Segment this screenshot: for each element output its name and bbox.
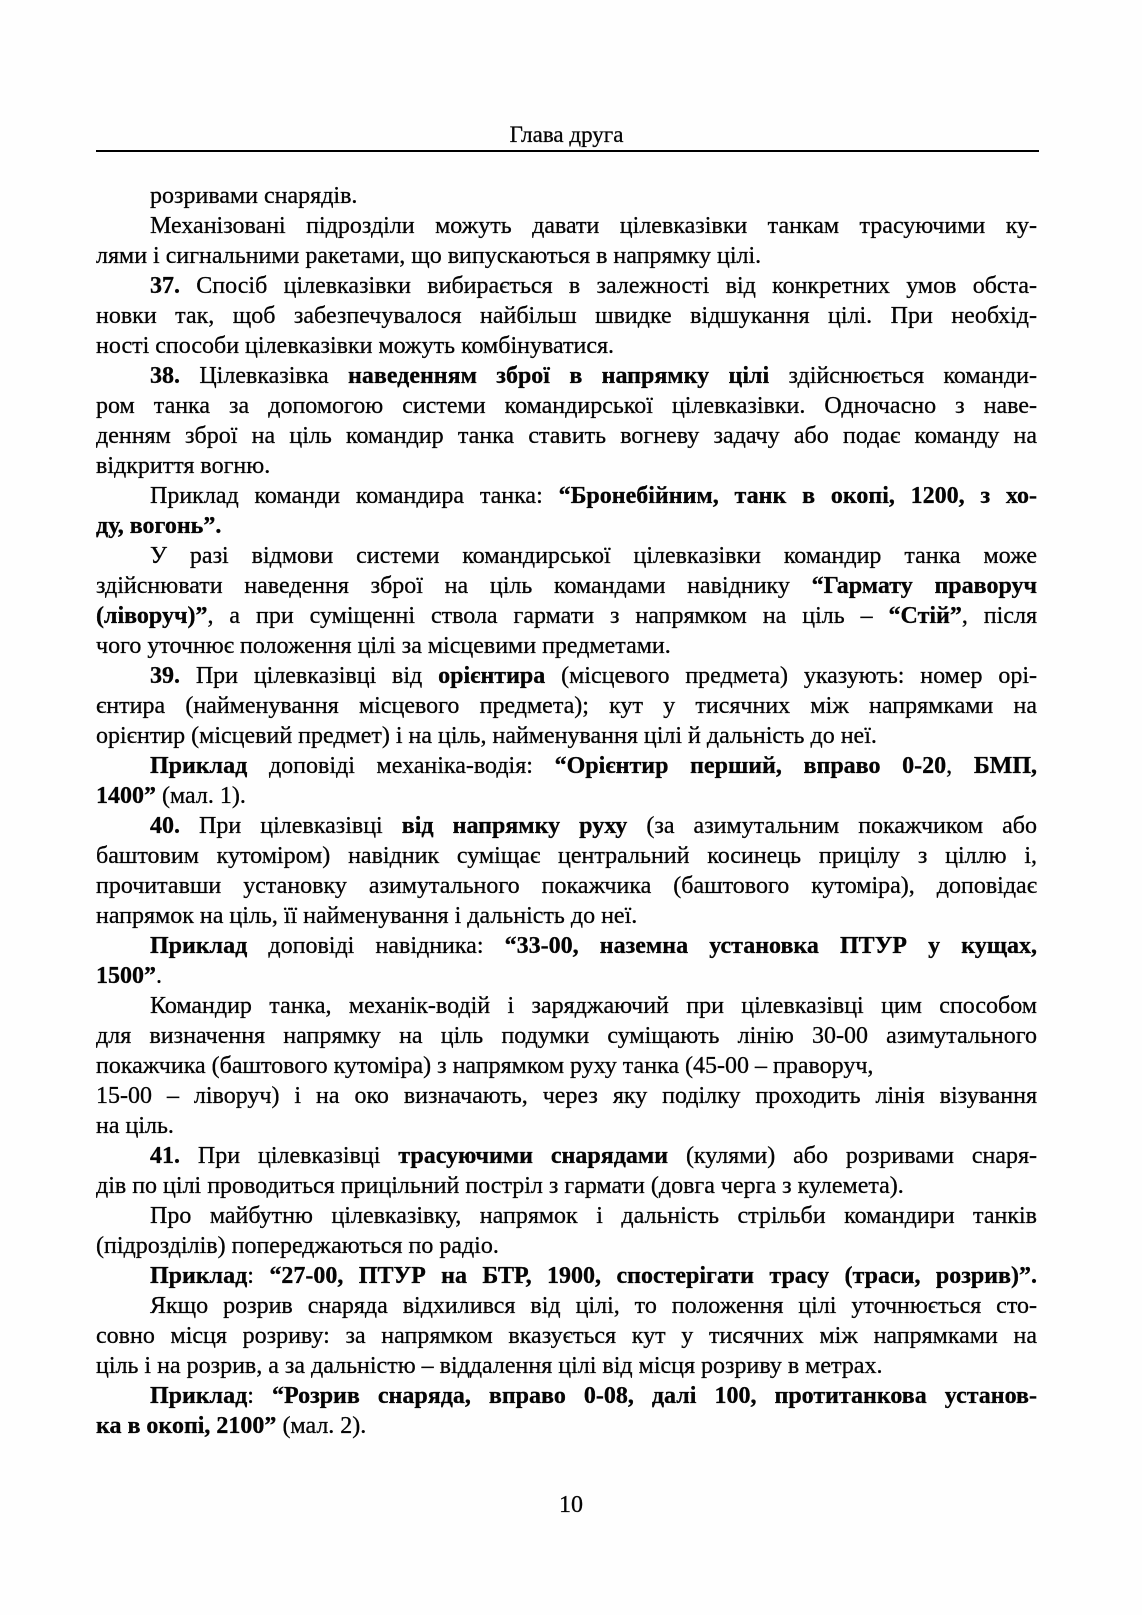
text-run: (підрозділів) попереджаються по радіо. [96,1233,499,1259]
text-run: доповіді навідника: [247,933,505,959]
text-run: ціль і на розрив, а за дальністю – віддалення цілі від місця розриву в метрах. [96,1353,883,1379]
text-run: “Розрив снаряда, вправо 0-08, далі 100, протитанкова установ- [272,1383,1037,1409]
text-run: дів по цілі проводиться прицільний постріл з гармати (довга черга з кулемета). [96,1173,904,1199]
text-run: здійснюється команди- [769,363,1037,389]
text-run: ка в окопі, 2100” [96,1413,277,1439]
text-run: (кулями) або розривами снаря- [668,1143,1037,1169]
text-run: Командир танка, механік-водій і заряджаючий при цілевказівці цим способом [150,993,1037,1019]
text-run: чого уточнює положення цілі за місцевими предметами. [96,633,671,659]
text-run: “33-00, наземна установка ПТУР у кущах, [504,933,1037,959]
text-run: , [946,753,974,779]
text-line [96,1081,1037,1111]
text-line [96,1381,1037,1411]
text-line [96,961,1037,991]
text-run: єнтира (найменування місцевого предмета); кут у тисячних між напрямками на [96,693,1037,719]
text-line [96,541,1037,571]
text-run: (місцевого предмета) указують: номер орі- [545,663,1037,689]
text-line [96,1231,1037,1261]
text-run: розривами снарядів. [150,183,358,209]
text-run: 1500” [96,963,156,989]
text-run: (за азимутальним покажчиком або [627,813,1037,839]
text-line [96,991,1037,1021]
text-run: “Гармату праворуч [811,573,1037,599]
running-header: Глава друга [509,122,624,147]
text-run: для визначення напрямку на ціль подумки суміщають лінію 30-00 азимутального [96,1023,1037,1049]
text-run: наведенням зброї в напрямку цілі [348,363,770,389]
text-line [96,721,1037,751]
text-run: Приклад [150,1263,248,1289]
text-line [96,781,1037,811]
text-run: 41. [150,1143,180,1169]
text-line [96,1111,1037,1141]
text-line [96,271,1037,301]
text-run: . [156,963,162,989]
text-run: “27-00, ПТУР на БТР, 1900, спостерігати трасу (траси, розрив)”. [269,1263,1037,1289]
text-line [96,661,1037,691]
text-line [96,451,1037,481]
text-run: У разі відмови системи командирської цілевказівки командир танка може [150,543,1037,569]
text-run: “Орієнтир перший, вправо 0-20 [554,753,947,779]
text-run: напрямок на ціль, її найменування і дальність до неї. [96,903,638,929]
header-rule [96,150,1039,152]
text-line [96,181,1037,211]
text-run: 40. [150,813,180,839]
text-line [96,301,1037,331]
text-line [96,421,1037,451]
text-line [96,901,1037,931]
text-run: денням зброї на ціль командир танка ставить вогневу задачу або подає команду на [96,423,1037,449]
text-run: Механізовані підрозділи можуть давати цілевказівки танкам трасуючими ку- [150,213,1037,239]
text-line [96,841,1037,871]
text-run: здійснювати наведення зброї на ціль командами навіднику [96,573,812,599]
text-line [96,1411,1037,1441]
text-run: “Стій” [888,603,962,629]
text-run: лями і сигнальними ракетами, що випускаються в напрямку цілі. [96,243,762,269]
text-run: (ліворуч)” [96,603,208,629]
text-run: (мал. 1). [156,783,246,809]
text-run: від напрямку руху [401,813,628,839]
text-run: : [247,1383,272,1409]
text-run: ду, вогонь”. [96,513,222,539]
text-run: При цілевказівці від [180,663,439,689]
text-line [96,1351,1037,1381]
text-run: баштовим кутоміром) навідник суміщає центральний косинець прицілу з ціллю і, [96,843,1037,869]
text-run: , після [961,603,1037,629]
text-run: Приклад команди командира танка: [150,483,559,509]
text-run: Приклад [150,933,248,959]
text-line [96,511,1037,541]
text-run: 1400” [96,783,156,809]
text-run: При цілевказівці [180,813,402,839]
text-line [96,331,1037,361]
text-line [96,391,1037,421]
text-run: совно місця розриву: за напрямком вказується кут у тисячних між напрямками на [96,1323,1037,1349]
text-run: ності способи цілевказівки можуть комбінуватися. [96,333,615,359]
text-line [96,1171,1037,1201]
text-line [96,211,1037,241]
text-run: прочитавши установку азимутального покажчика (баштового кутоміра), доповідає [96,873,1037,899]
text-line [96,1201,1037,1231]
text-run: “Бронебійним, танк в окопі, 1200, з хо- [558,483,1037,509]
text-run: орієнтир (місцевий предмет) і на ціль, найменування цілі й дальність до неї. [96,723,877,749]
page-number: 10 [559,1492,583,1518]
text-run: Якщо розрив снаряда відхилився від цілі, то положення цілі уточнюється сто- [150,1293,1037,1319]
text-run: Цілевказівка [180,363,349,389]
text-line [96,1261,1037,1291]
text-run: трасуючими снарядами [398,1143,669,1169]
text-run: 37. [150,273,180,299]
text-line [96,1141,1037,1171]
text-line [96,601,1037,631]
text-run: 15-00 – ліворуч) і на око визначають, через яку поділку проходить лінія візування [96,1083,1037,1109]
text-run: новки так, щоб забезпечувалося найбільш швидке відшукання цілі. При необхід- [96,303,1037,329]
text-line [96,691,1037,721]
text-line [96,1051,1037,1081]
text-line [96,751,1037,781]
text-run: 38. [150,363,180,389]
text-run: (мал. 2). [276,1413,367,1439]
text-line [96,631,1037,661]
text-run: покажчика (баштового кутоміра) з напрямком руху танка (45-00 – праворуч, [96,1053,874,1079]
text-line [96,241,1037,271]
text-line [96,871,1037,901]
text-run: орієнтира [438,663,546,689]
text-run: Спосіб цілевказівки вибирається в залежності від конкретних умов обста- [180,273,1037,299]
text-run: 39. [150,663,180,689]
text-line [96,811,1037,841]
text-run: При цілевказівці [180,1143,399,1169]
text-line [96,571,1037,601]
text-run: БМП, [973,753,1037,779]
text-line [96,361,1037,391]
text-line [96,481,1037,511]
text-run: доповіді механіка-водія: [247,753,555,779]
text-run: відкриття вогню. [96,453,271,479]
text-line [96,1021,1037,1051]
text-line [96,1321,1037,1351]
text-run: Про майбутню цілевказівку, напрямок і дальність стрільби командири танків [150,1203,1037,1229]
body-text [96,181,1037,1441]
text-run: Приклад [150,753,248,779]
text-run: : [247,1263,270,1289]
text-run: Приклад [150,1383,248,1409]
text-line [96,1291,1037,1321]
text-run: ром танка за допомогою системи командирської цілевказівки. Одночасно з наве- [96,393,1037,419]
text-run: , а при суміщенні ствола гармати з напрямком на ціль – [207,603,889,629]
text-line [96,931,1037,961]
text-run: на ціль. [96,1113,174,1139]
